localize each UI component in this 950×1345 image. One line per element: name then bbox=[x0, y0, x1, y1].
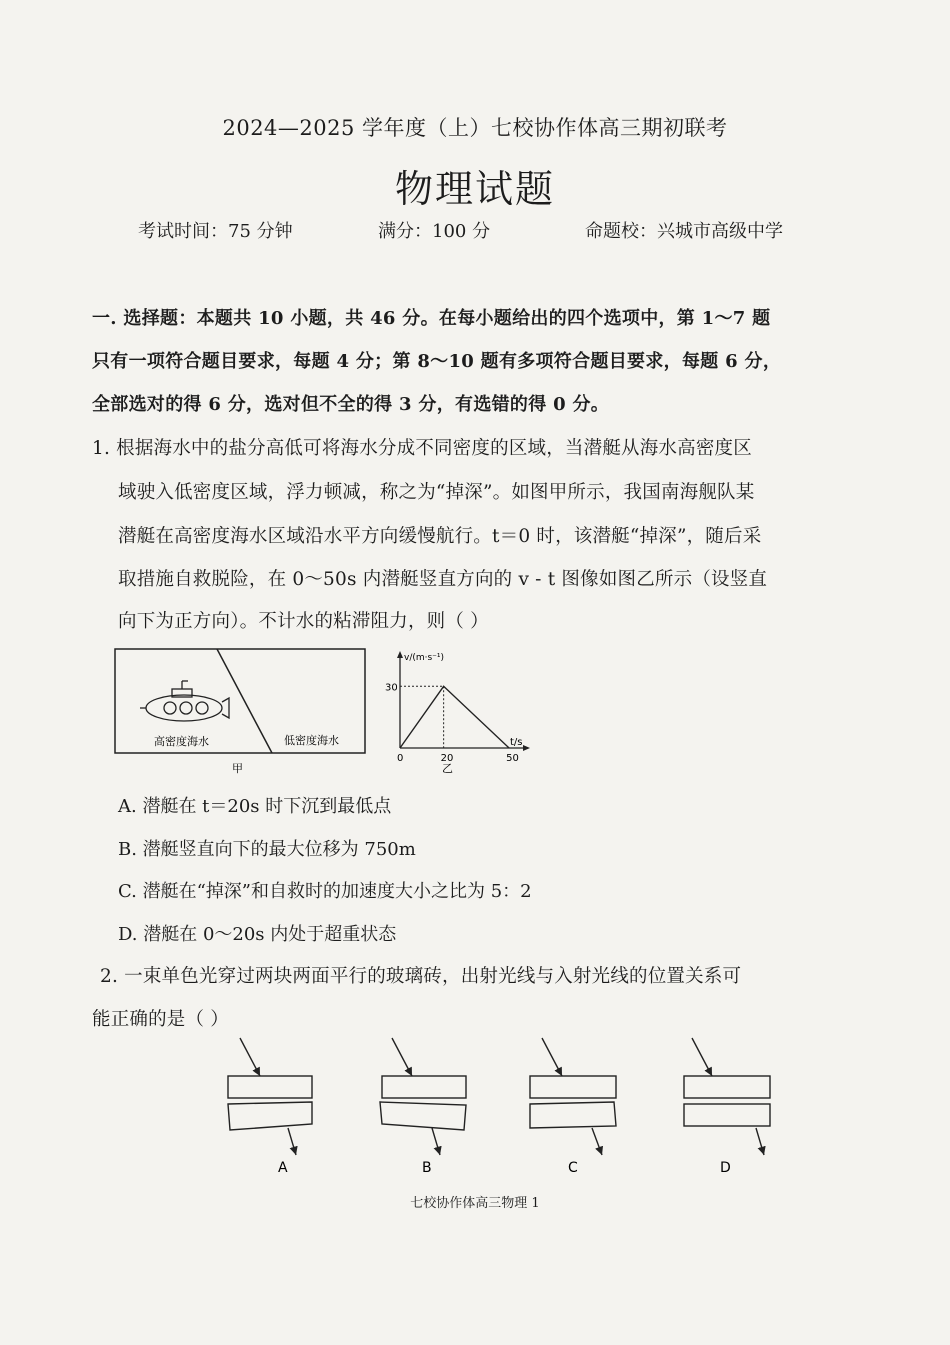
section-instructions-line-1: 一. 选择题：本题共 10 小题，共 46 分。在每小题给出的四个选项中，第 1～7 题 bbox=[92, 308, 771, 329]
q1-option-d: D. 潜艇在 0～20s 内处于超重状态 bbox=[118, 924, 397, 945]
option-d-label: D bbox=[720, 1160, 731, 1176]
exam-time: 考试时间：75 分钟 bbox=[138, 221, 293, 242]
y-axis-arrow bbox=[397, 651, 403, 658]
low-density-label: 低密度海水 bbox=[284, 734, 339, 747]
high-density-label: 高密度海水 bbox=[154, 735, 209, 748]
exam-header-line: 2024—2025 学年度（上）七校协作体高三期初联考 bbox=[222, 116, 728, 140]
section-instructions-line-2: 只有一项符合题目要求，每题 4 分；第 8～10 题有多项符合题目要求，每题 6 分， bbox=[92, 351, 782, 372]
section-instructions-line-3: 全部选对的得 6 分，选对但不全的得 3 分，有选错的得 0 分。 bbox=[92, 394, 610, 415]
submarine-icon bbox=[140, 681, 229, 721]
y-axis-label: v/(m·s⁻¹) bbox=[404, 653, 445, 663]
option-b-diagram bbox=[380, 1038, 466, 1155]
q1-line-1: 1. 根据海水中的盐分高低可将海水分成不同密度的区域，当潜艇从海水高密度区 bbox=[92, 438, 752, 459]
setter-school: 命题校：兴城市高级中学 bbox=[585, 221, 783, 242]
glass-brick-figures bbox=[200, 1030, 800, 1180]
figure-vt-chart bbox=[378, 648, 538, 776]
figure-b-caption: 乙 bbox=[442, 762, 453, 775]
x-tick-label: 0 bbox=[397, 753, 404, 764]
x-tick-label: 50 bbox=[506, 753, 519, 764]
option-d-diagram bbox=[684, 1038, 770, 1155]
q1-line-2: 域驶入低密度区域，浮力顿减，称之为“掉深”。如图甲所示，我国南海舰队某 bbox=[118, 482, 755, 503]
option-c-label: C bbox=[568, 1160, 578, 1176]
x-tick-label: 20 bbox=[440, 753, 454, 764]
figure-submarine-diagram bbox=[112, 645, 368, 780]
page-footer: 七校协作体高三物理 1 bbox=[410, 1196, 540, 1211]
q1-line-5: 向下为正方向）。不计水的粘滞阻力，则（ ） bbox=[118, 611, 489, 632]
q1-option-b: B. 潜艇竖直向下的最大位移为 750m bbox=[118, 839, 416, 860]
full-score: 满分：100 分 bbox=[378, 221, 491, 242]
vt-series-line bbox=[400, 686, 509, 748]
option-a-diagram bbox=[228, 1038, 312, 1155]
figure-a-caption: 甲 bbox=[232, 762, 243, 775]
option-a-label: A bbox=[278, 1160, 288, 1176]
option-b-label: B bbox=[422, 1160, 432, 1176]
option-c-diagram bbox=[530, 1038, 616, 1155]
y-tick-label: 30 bbox=[385, 682, 398, 694]
page-title: 物理试题 bbox=[394, 167, 555, 211]
q1-line-4: 取措施自救脱险，在 0～50s 内潜艇竖直方向的 v - t 图像如图乙所示（设竖直 bbox=[118, 569, 768, 590]
x-axis-arrow bbox=[523, 745, 530, 751]
q2-line-2: 能正确的是（ ） bbox=[92, 1009, 229, 1030]
q2-line-1: 2. 一束单色光穿过两块两面平行的玻璃砖，出射光线与入射光线的位置关系可 bbox=[100, 966, 742, 987]
density-boundary-line bbox=[217, 649, 272, 753]
q1-option-a: A. 潜艇在 t＝20s 时下沉到最低点 bbox=[118, 796, 392, 817]
x-axis-label: t/s bbox=[510, 737, 523, 748]
q1-option-c: C. 潜艇在“掉深”和自救时的加速度大小之比为 5：2 bbox=[118, 881, 532, 902]
q1-line-3: 潜艇在高密度海水区域沿水平方向缓慢航行。t＝0 时，该潜艇“掉深”，随后采 bbox=[118, 526, 762, 547]
